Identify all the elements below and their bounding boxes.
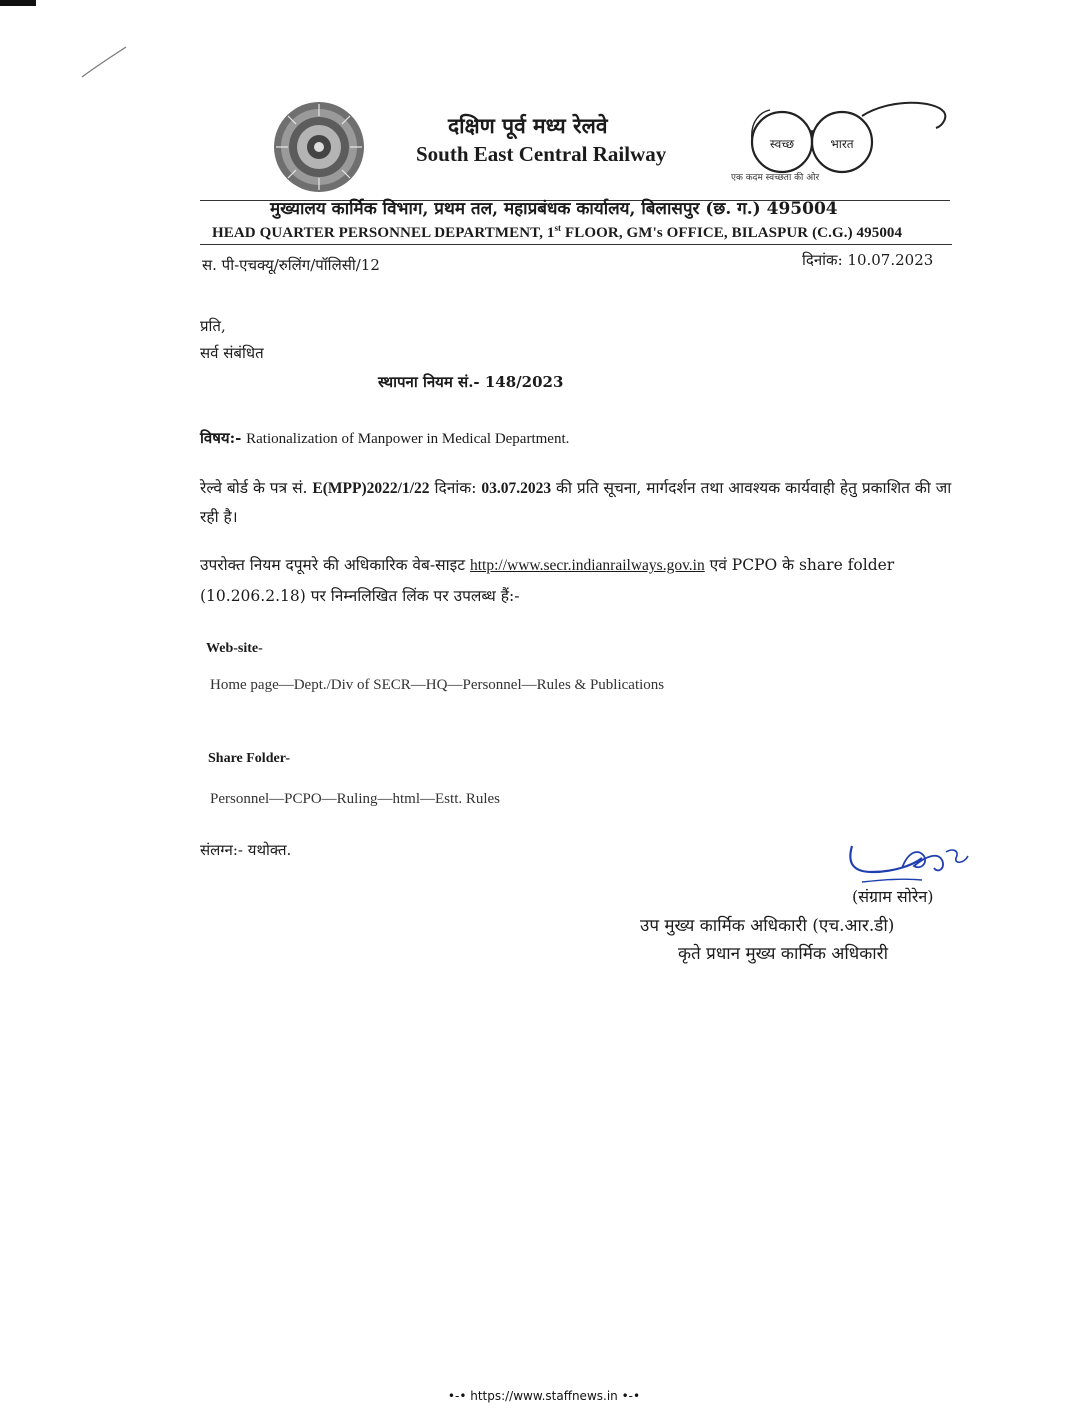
header-rule-bottom xyxy=(200,244,952,245)
share-folder-path: Personnel—PCPO—Ruling—html—Estt. Rules xyxy=(210,791,501,807)
body-paragraph-2: उपरोक्त नियम दपूमरे की अधिकारिक वेब-साइट http://www.secr.indianrailways.gov.in एवं PCPO के share folder (10.206.2.18) पर निम्नलिखित लिंक पर उपलब्ध हैं:- xyxy=(200,556,895,605)
signatory-name: (संग्राम सोरेन) xyxy=(852,887,934,906)
addressee-all: सर्व संबंधित xyxy=(200,344,264,362)
reference-number: स. पी-एचक्यू/रुलिंग/पॉलिसी/12 xyxy=(202,256,380,274)
board-letter-date: 03.07.2023 xyxy=(481,480,552,497)
addressee-to: प्रति, xyxy=(200,317,226,335)
swachh-right-label: भारत xyxy=(830,137,854,151)
pen-stroke-mark xyxy=(80,45,130,79)
enclosure-note: संलग्न:- यथोक्त. xyxy=(200,841,292,859)
board-letter-number: E(MPP)2022/1/22 xyxy=(312,480,430,497)
railway-emblem-icon xyxy=(272,100,366,194)
subject-line xyxy=(200,428,569,448)
website-path: Home page—Dept./Div of SECR—HQ—Personnel—Rules & Publications xyxy=(210,677,665,693)
swachh-bharat-logo-icon xyxy=(730,92,950,182)
handwritten-signature xyxy=(842,838,972,890)
department-address-english: HEAD QUARTER PERSONNEL DEPARTMENT, 1st FLOOR, GM's OFFICE, BILASPUR (C.G.) 495004 xyxy=(212,223,903,241)
swachh-tagline: एक कदम स्वच्छता की ओर xyxy=(731,173,820,183)
signatory-designation: उप मुख्य कार्मिक अधिकारी (एच.आर.डी) xyxy=(640,916,895,936)
footer-source-url[interactable]: •-• https://www.staffnews.in •-• xyxy=(447,1389,641,1403)
org-name-english: South East Central Railway xyxy=(416,142,667,166)
scan-edge-mark xyxy=(0,0,36,6)
subject-text: Rationalization of Manpower in Medical Department. xyxy=(246,431,570,447)
website-link[interactable]: http://www.secr.indianrailways.gov.in xyxy=(469,557,705,574)
reference-date: दिनांक: 10.07.2023 xyxy=(802,251,934,269)
establishment-rule-number: स्थापना नियम सं.- 148/2023 xyxy=(378,373,564,391)
swachh-left-label: स्वच्छ xyxy=(769,137,795,151)
website-heading: Web-site- xyxy=(206,641,263,656)
department-address-hindi: मुख्यालय कार्मिक विभाग, प्रथम तल, महाप्रबंधक कार्यालय, बिलासपुर (छ. ग.) 495004 xyxy=(270,199,838,219)
org-name-hindi: दक्षिण पूर्व मध्य रेलवे xyxy=(448,113,608,138)
body-paragraph-1: रेल्वे बोर्ड के पत्र सं. E(MPP)2022/1/22 दिनांक: 03.07.2023 की प्रति सूचना, मार्गदर्शन तथा आवश्यक कार्यवाही हेतु प्रकाशित की जा रही है। xyxy=(200,479,952,526)
signatory-on-behalf: कृते प्रधान मुख्य कार्मिक अधिकारी xyxy=(678,944,889,964)
subject-label: विषय:- xyxy=(200,429,242,447)
share-folder-heading: Share Folder- xyxy=(208,751,291,766)
